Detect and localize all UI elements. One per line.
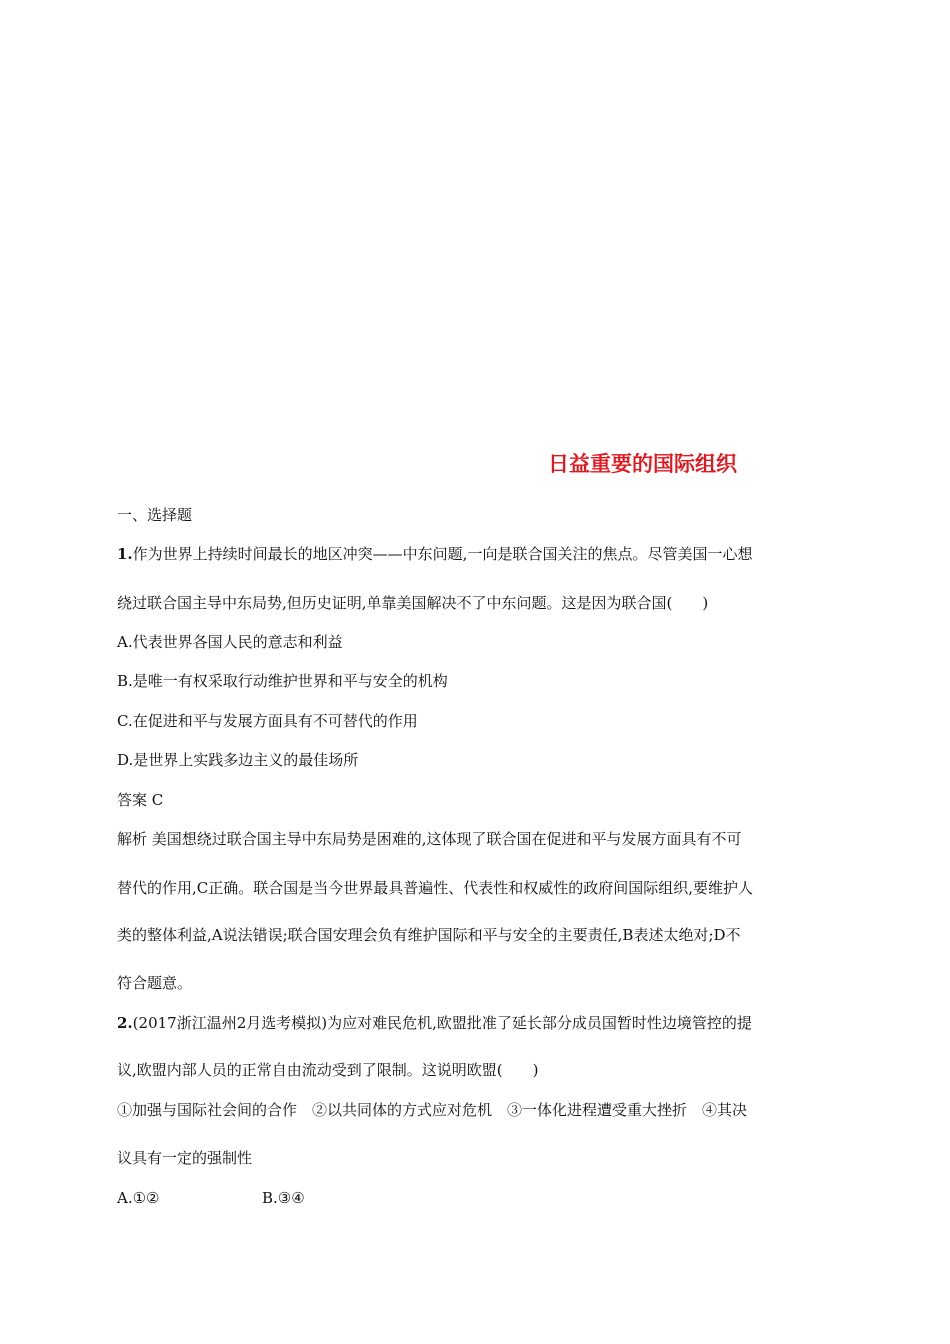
q1-stem-line1: 1.作为世界上持续时间最长的地区冲突——中东问题,一向是联合国关注的焦点。尽管美国一心想 [117,545,753,563]
q1-analysis-line4: 符合题意。 [117,974,193,992]
q2-option-a: A.①② [117,1189,160,1207]
q1-option-d: D.是世界上实践多边主义的最佳场所 [117,751,359,769]
q2-stem-line2: 议,欧盟内部人员的正常自由流动受到了限制。这说明欧盟( ) [117,1061,539,1079]
q1-option-a: A.代表世界各国人民的意志和利益 [117,633,343,651]
q2-stem-line1: 2.(2017浙江温州2月选考模拟)为应对难民危机,欧盟批准了延长部分成员国暂时性边境管控的提 [117,1014,752,1032]
q1-stem-line2: 绕过联合国主导中东局势,但历史证明,单靠美国解决不了中东问题。这是因为联合国( ) [117,594,709,612]
q1-option-c: C.在促进和平与发展方面具有不可替代的作用 [117,712,418,730]
page-title: 日益重要的国际组织 [548,452,737,476]
q1-analysis-line2: 替代的作用,C正确。联合国是当今世界最具普遍性、代表性和权威性的政府间国际组织,要维护人 [117,879,754,897]
section-heading: 一、选择题 [117,506,193,524]
q1-analysis-line3: 类的整体利益,A说法错误;联合国安理会负有维护国际和平与安全的主要责任,B表述太绝对;D不 [117,926,741,944]
q1-analysis-line1: 解析 美国想绕过联合国主导中东局势是困难的,这体现了联合国在促进和平与发展方面具有不可 [117,830,742,848]
q2-option-b: B.③④ [262,1189,305,1207]
q2-number: 2. [117,1014,133,1032]
q1-option-b: B.是唯一有权采取行动维护世界和平与安全的机构 [117,672,448,690]
q1-answer: 答案 C [117,791,164,809]
q2-items-line2: 议具有一定的强制性 [117,1149,253,1167]
q1-number: 1. [117,545,133,563]
q2-items-line1: ①加强与国际社会间的合作 ②以共同体的方式应对危机 ③一体化进程遭受重大挫折 ④其决 [117,1101,748,1119]
